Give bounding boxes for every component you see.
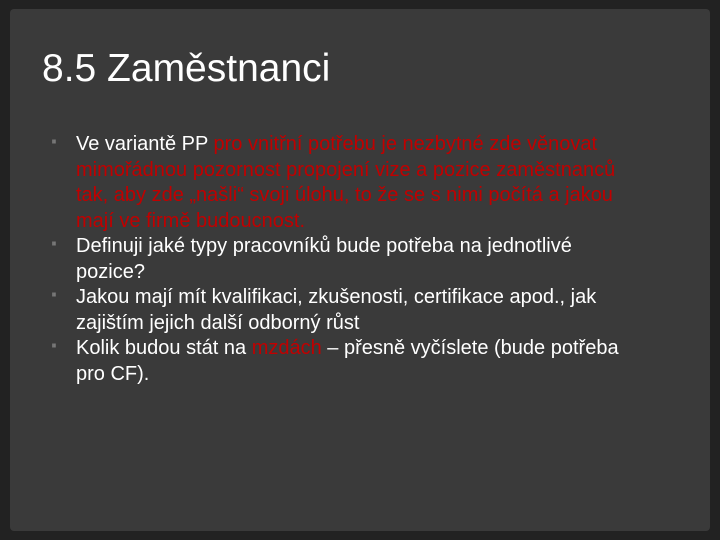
bullet-text-plain: Jakou mají mít kvalifikaci, zkušenosti, certifikace apod., jak zajištím jejich další odborný růst [76, 286, 597, 334]
bullet-text-highlight: mzdách [251, 337, 322, 359]
bullet-item-variant-pp [52, 132, 636, 234]
bullet-item-wages [52, 336, 636, 387]
bullet-text-highlight: pro vnitřní potřebu je nezbytné zde věnovat mimořádnou pozornost propojení vize a pozice zaměstnanců tak, aby zde „našli“ svoji úlohu, to že se s nimi počítá a jakou mají ve firmě budoucnost. [76, 133, 616, 232]
bullet-text-plain: – přesně vyčíslete (bude potřeba pro CF). [76, 337, 619, 385]
bullet-item-qualification [52, 285, 636, 336]
bullet-marker-icon: ᐦ [52, 292, 56, 303]
bullet-text-plain: Definuji jaké typy pracovníků bude potřeba na jednotlivé pozice? [76, 235, 572, 283]
bullet-marker-icon: ᐦ [52, 241, 56, 252]
bullet-list [52, 132, 636, 387]
slide-title: 8.5 Zaměstnanci [42, 47, 331, 90]
bullet-marker-icon: ᐦ [52, 343, 56, 354]
bullet-marker-icon: ᐦ [52, 139, 56, 150]
bullet-item-worker-types [52, 234, 636, 285]
bullet-text-plain: Ve variantě PP [76, 133, 214, 155]
bullet-text-plain: Kolik budou stát na [76, 337, 252, 359]
